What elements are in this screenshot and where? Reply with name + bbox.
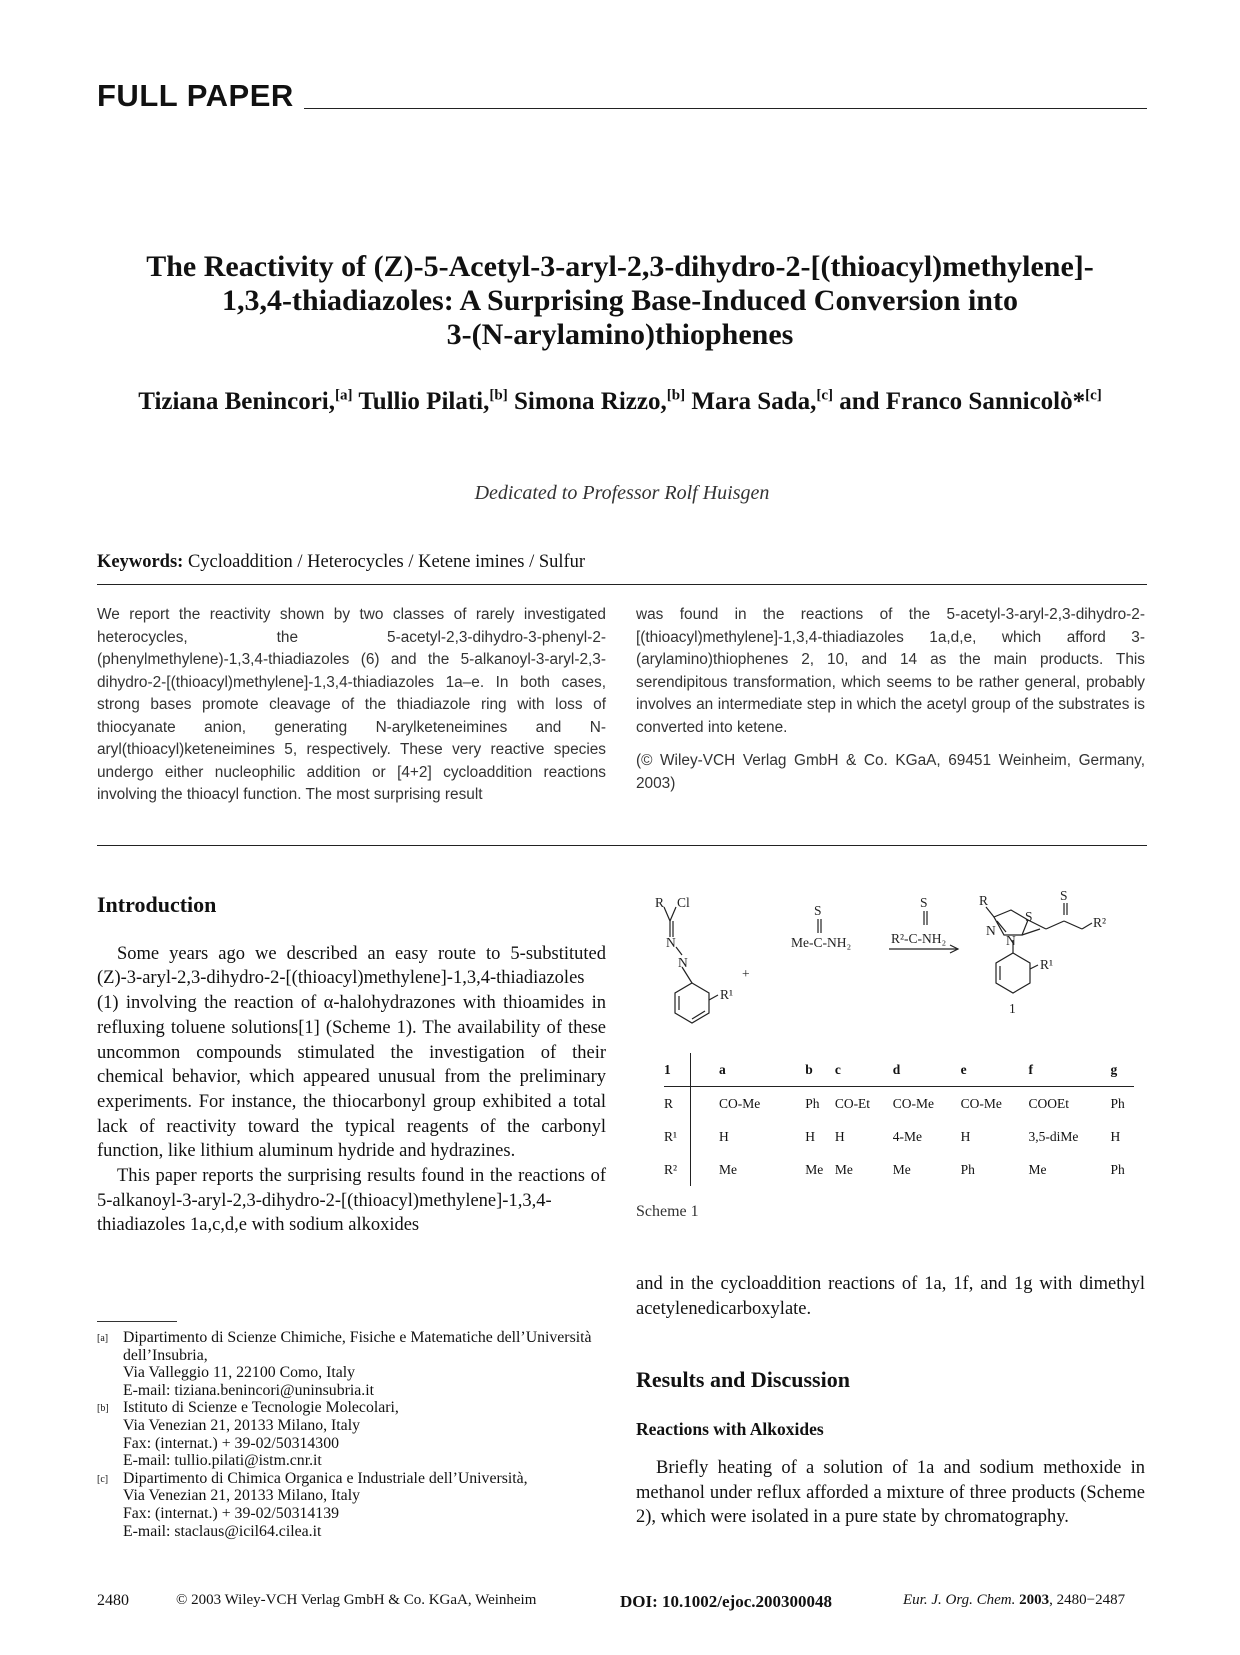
abstract-col-2	[636, 604, 1145, 795]
svg-text:S: S	[920, 895, 928, 910]
abstract-copyright: (© Wiley-VCH Verlag GmbH & Co. KGaA, 69451 Weinheim, Germany, 2003)	[636, 752, 1145, 792]
svg-text:Cl: Cl	[677, 895, 690, 910]
title-line-2: 1,3,4-thiadiazoles: A Surprising Base-Induced Conversion into	[222, 284, 1018, 317]
footer-copyright: © 2003 Wiley-VCH Verlag GmbH & Co. KGaA, Weinheim	[176, 1592, 537, 1608]
scheme-1	[636, 885, 1146, 1220]
svg-text:R²: R²	[1093, 915, 1107, 930]
footer-journal: Eur. J. Org. Chem. 2003, 2480−2487	[903, 1592, 1126, 1608]
scheme-1-caption: Scheme 1	[636, 1203, 699, 1220]
scheme-table-row: R CO-Me Ph CO-Et CO-Me CO-Me COOEt Ph	[664, 1087, 1134, 1121]
author: Tullio Pilati,[b]	[358, 388, 508, 416]
abstract-bottom-rule	[97, 845, 1147, 846]
abstract-top-rule	[97, 584, 1147, 585]
svg-text:R¹: R¹	[1040, 957, 1054, 972]
page-number: 2480	[97, 1592, 129, 1609]
svg-text:R²-C-NH₂: R²-C-NH₂	[891, 931, 947, 946]
right-column-body	[636, 1272, 1145, 1530]
svg-text:N: N	[986, 923, 996, 938]
abstract-text-2: was found in the reactions of the 5-acetyl-3-aryl-2,3-dihydro-2-[(thioacyl)methylene]-1,3,4-thiadiazoles 1a,d,e, which afford 3-(arylamino)thiophenes 2, 10, and 14 as the main products. This serendipitous transformation, which seems to be rather general, probably involves an intermediate step in which the acetyl group of the substrates is converted into ketene.	[636, 606, 1145, 736]
title-line-1: The Reactivity of (Z)-5-Acetyl-3-aryl-2,3-dihydro-2-[(thioacyl)methylene]-	[146, 250, 1094, 283]
footnotes	[97, 1329, 606, 1540]
svg-text:N: N	[666, 935, 676, 950]
running-header	[97, 78, 1147, 112]
svg-text:R: R	[655, 895, 665, 910]
keywords-list: Cycloaddition / Heterocycles / Ketene imines / Sulfur	[187, 552, 586, 572]
author-list	[90, 388, 1150, 416]
footnote-b: [b] Istituto di Scienze e Tecnologie Molecolari, Via Venezian 21, 20133 Milano, Italy Fax: (internat.) + 39-02/50314300 E-mail: tullio.pilati@istm.cnr.it	[97, 1399, 399, 1470]
introduction-paragraph-1: Some years ago we described an easy route to 5-substituted (Z)-3-aryl-2,3-dihydro-2-[(thioacyl)methylene]-1,3,4-thiadiazoles (1) involving the reaction of α-halohydrazones with thioamides in refluxing toluene solutions[1] (Scheme 1). The availability of these uncommon compounds stimulated the investigation of their chemical behavior, which appeared unusual from the preliminary experiments. For instance, the thiocarbonyl group exhibited a total lack of reactivity toward the typical reagents of the carbonyl function, like lithium aluminum hydride and hydrazines.	[97, 943, 606, 1162]
svg-text:S: S	[1025, 909, 1033, 924]
abstract-text-1: We report the reactivity shown by two classes of rarely investigated heterocycles, the 5-acetyl-2,3-dihydro-3-phenyl-2-(phenylmethylene)-1,3,4-thiadiazoles (6) and the 5-alkanoyl-3-aryl-2,3-dihydro-2-[(thioacyl)methylene]-1,3,4-thiadiazoles 1a–e. In both cases, strong bases promote cleavage of the thiadiazole ring with loss of thiocyanate anion, generating N-arylketeneimines and N-aryl(thioacyl)keteneimines 5, respectively. These very reactive species undergo either nucleophilic addition or [4+2] cycloaddition reactions involving the thioacyl function. The most surprising result	[97, 606, 606, 803]
keywords	[97, 552, 585, 573]
header-rule	[304, 108, 1147, 109]
svg-text:R¹: R¹	[720, 987, 734, 1002]
introduction-paragraph-2: This paper reports the surprising results found in the reactions of 5-alkanoyl-3-aryl-2,3-dihydro-2-[(thioacyl)methylene]-1,3,4-thiadiazoles 1a,c,d,e with sodium alkoxides	[97, 1166, 606, 1236]
author: Simona Rizzo,[b]	[513, 388, 686, 416]
scheme-1-table	[664, 1053, 1134, 1186]
svg-text:R: R	[979, 893, 989, 908]
svg-text:+: +	[742, 966, 750, 981]
svg-text:Me-C-NH₂: Me-C-NH₂	[791, 935, 852, 950]
keywords-label: Keywords:	[97, 552, 184, 572]
footer-doi: DOI: 10.1002/ejoc.200300048	[620, 1592, 833, 1611]
scheme-table-row: R² Me Me Me Me Ph Me Ph	[664, 1153, 1134, 1186]
results-paragraph-1: Briefly heating of a solution of 1a and sodium methoxide in methanol under reflux afforded a mixture of three products (Scheme 2), which were isolated in a pure state by chromatography.	[636, 1457, 1145, 1528]
svg-text:1: 1	[1009, 1001, 1016, 1016]
author: Tiziana Benincori,[a]	[138, 388, 353, 416]
scheme-1-structures	[636, 885, 1146, 1070]
abstract-col-1	[97, 604, 606, 807]
author: and Franco Sannicolò*[c]	[839, 388, 1102, 416]
svg-text:N: N	[678, 955, 688, 970]
section-label: FULL PAPER	[97, 78, 294, 113]
footnote-c: [c] Dipartimento di Chimica Organica e Industriale dell’Università, Via Venezian 21, 20133 Milano, Italy Fax: (internat.) + 39-02/50314139 E-mail: staclaus@icil64.cilea.it	[97, 1469, 528, 1540]
introduction-paragraph-2-continued: and in the cycloaddition reactions of 1a, 1f, and 1g with dimethyl acetylenedicarboxylate.	[636, 1274, 1145, 1319]
author: Mara Sada,[c]	[691, 388, 833, 416]
svg-text:N: N	[1006, 933, 1016, 948]
article-title	[110, 250, 1130, 352]
scheme-table-row: R¹ H H H 4-Me H 3,5-diMe H	[664, 1120, 1134, 1153]
scheme-table-header: 1 a b c d e f g	[664, 1053, 1134, 1087]
introduction-heading: Introduction	[97, 892, 217, 917]
results-heading: Results and Discussion	[636, 1367, 850, 1393]
footnote-rule	[97, 1321, 177, 1322]
title-line-3: 3-(N-arylamino)thiophenes	[446, 318, 794, 351]
results-subheading: Reactions with Alkoxides	[636, 1419, 824, 1440]
svg-text:S: S	[814, 903, 822, 918]
introduction-section	[97, 893, 606, 1238]
footnote-a: [a] Dipartimento di Scienze Chimiche, Fisiche e Matematiche dell’Università dell’Insubria, Via Valleggio 11, 22100 Como, Italy E-mail: tiziana.benincori@uninsubria.it	[97, 1329, 592, 1399]
dedication: Dedicated to Professor Rolf Huisgen	[474, 482, 770, 504]
svg-text:S: S	[1060, 888, 1068, 903]
